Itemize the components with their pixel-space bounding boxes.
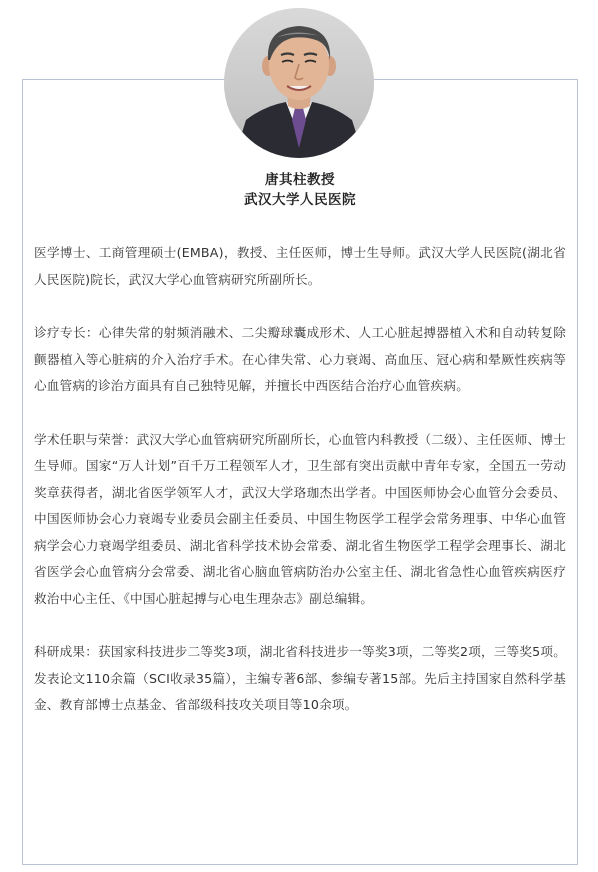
intro-paragraph: 医学博士、工商管理硕士(EMBA)，教授、主任医师，博士生导师。武汉大学人民医院(湖北省人民医院)院长，武汉大学心血管病研究所副所长。	[34, 245, 566, 287]
positions-paragraph: 学术任职与荣誉：武汉大学心血管病研究所副所长，心血管内科教授（二级）、主任医师、博士生导师。国家“万人计划”百千万工程领军人才，卫生部有突出贡献中青年专家，全国五一劳动奖章获得者，湖北省医学领军人才，武汉大学珞珈杰出学者。中国医师协会心血管分会委员、中国医师协会心力衰竭专业委员会副主任委员、中国生物医学工程学会常务理事、中华心血管病学会心力衰竭学组委员、湖北省科学技术协会常委、湖北省生物医学工程学会理事长、湖北省医学会心血管病分会常委、湖北省心脑血管病防治办公室主任、湖北省急性心血管疾病医疗救治中心主任、《中国心脏起搏与心电生理杂志》副总编辑。	[34, 431, 566, 606]
specialty-paragraph: 诊疗专长：心律失常的射频消融术、二尖瓣球囊成形术、人工心脏起搏器植入术和自动转复除颤器植入等心脏病的介入治疗手术。在心律失常、心力衰竭、高血压、冠心病和晕厥性疾病等心血管病的诊治方面具有自己独特见解，并擅长中西医结合治疗心血管疾病。	[34, 325, 566, 393]
portrait-illustration	[224, 8, 374, 158]
profile-body	[34, 240, 566, 719]
hospital-name: 武汉大学人民医院	[244, 192, 356, 208]
portrait-photo	[224, 8, 374, 158]
doctor-name: 唐其柱教授	[265, 172, 335, 188]
research-paragraph: 科研成果：获国家科技进步二等奖3项，湖北省科技进步一等奖3项，二等奖2项，三等奖5项。发表论文110余篇（SCI收录35篇），主编专著6部、参编专著15部。先后主持国家自然科学基金、教育部博士点基金、省部级科技攻关项目等10余项。	[34, 644, 566, 712]
profile-heading	[22, 170, 578, 210]
